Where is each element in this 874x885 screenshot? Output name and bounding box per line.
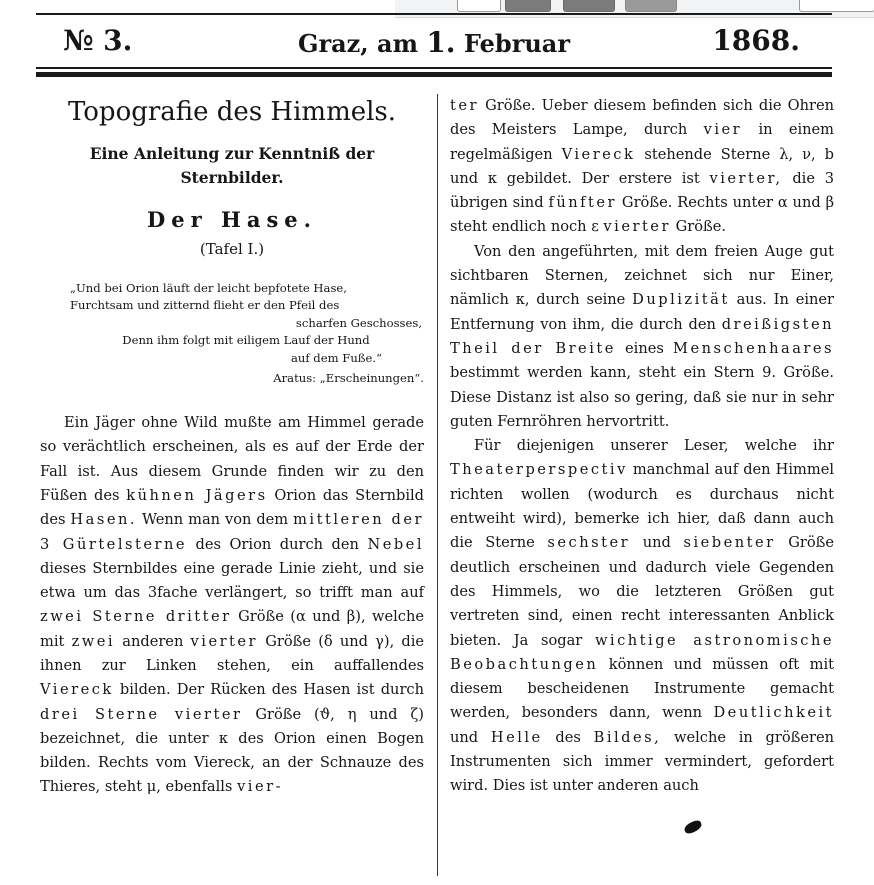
poem-line: Furchtsam und zitternd flieht er den Pfeil des <box>70 298 340 313</box>
top-rule <box>36 13 832 15</box>
toolbar-field[interactable] <box>799 0 874 12</box>
date-day: 1. <box>426 26 456 59</box>
column-divider <box>437 94 438 876</box>
poem-line: „Und bei Orion läuft der leicht bepfotete Hase, <box>70 281 347 295</box>
toolbar-button[interactable] <box>457 0 501 12</box>
date-place: Graz, am <box>297 29 418 58</box>
toolbar-button[interactable] <box>563 0 615 12</box>
body-paragraph: Von den angeführten, mit dem freien Auge gut sichtbaren Sternen, zeichnet sich nur Einer, nämlich κ, durch seine Duplizität aus. In einer Entfernung von ihm, die durch den dreißigsten Theil der Breite eines Menschenhaares bestimmt werden kann, steht ein Stern 9. Größe. Diese Distanz ist also so gering, daß sie nur in sehr guten Fernröhren hervortritt. <box>450 242 835 430</box>
body-paragraph: ter Größe. Ueber diesem befinden sich die Ohren des Meisters Lampe, durch vier in einem regelmäßigen Viereck stehende Sterne λ, ν, b und κ gebildet. Der erstere ist vierter, die 3 übrigen sind fünfter Größe. Rechts unter α und β steht endlich noch ε vierter Größe. <box>450 97 835 236</box>
issue-year: 1868. <box>712 24 800 57</box>
masthead-thick-rule <box>36 72 832 77</box>
poem-line: Denn ihm folgt mit eiligem Lauf der Hund <box>122 333 370 348</box>
toolbar-button[interactable] <box>505 0 551 12</box>
plate-reference: (Tafel I.) <box>199 240 265 258</box>
body-paragraph: Für diejenigen unserer Leser, welche ihr Theaterperspectiv manchmal auf den Himmel richten wollen (wodurch es durchaus nicht entweiht wird), bemerke ich hier, daß dann auch die Sterne sechster und siebenter Größe deutlich erscheinen und dadurch viele Gegenden des Himmels, wo die letzteren Größen gut vertreten sind, einen recht interessanten Anblick bieten. Ja sogar wichtige astronomische Beobachtungen können und müssen oft mit diesem bescheidenen Instrumente gemacht werden, besonders dann, wenn Deutlichkeit und Helle des Bildes, welche in größeren Instrumenten sich immer vermindert, gefordert wird. Dies ist unter anderen auch <box>450 437 835 795</box>
issue-number: № 3. <box>63 24 133 57</box>
date-month: Februar <box>463 29 570 58</box>
right-column <box>450 94 834 799</box>
masthead <box>40 20 828 62</box>
ink-blot <box>683 819 704 836</box>
viewer-toolbar <box>395 0 874 18</box>
section-heading: Der Hase. <box>147 207 317 232</box>
toolbar-button[interactable] <box>625 0 677 12</box>
article-subtitle: Eine Anleitung zur Kenntniß der Sternbilder. <box>89 144 375 187</box>
left-column <box>40 94 424 800</box>
date-line <box>40 26 828 59</box>
poem-line: auf dem Fuße.“ <box>290 350 382 365</box>
article-title: Topografie des Himmels. <box>67 97 397 127</box>
poem-line: scharfen Geschosses, <box>295 315 422 330</box>
body-paragraph: Ein Jäger ohne Wild mußte am Himmel gerade so verächtlich erscheinen, als es auf der Erde der Fall ist. Aus diesem Grunde finden wir zu den Füßen des kühnen Jägers Orion das Sternbild des Hasen. Wenn man von dem mittleren der 3 Gürtelsterne des Orion durch den Nebel dieses Sternbildes eine gerade Linie zieht, und sie etwa um das 3fache verlängert, so trifft man auf zwei Sterne dritter Größe (α und β), welche mit zwei anderen vierter Größe (δ und γ), die ihnen zur Linken stehen, ein auffallendes Viereck bilden. Der Rücken des Hasen ist durch drei Sterne vierter Größe (ϑ, η und ζ) bezeichnet, die unter κ des Orion einen Bogen bilden. Rechts vom Viereck, an der Schnauze des Thieres, steht μ, ebenfalls vier- <box>40 414 425 796</box>
epigraph-source: Aratus: „Erscheinungen“. <box>273 371 424 386</box>
masthead-rule <box>36 67 832 69</box>
epigraph-poem <box>70 280 422 367</box>
